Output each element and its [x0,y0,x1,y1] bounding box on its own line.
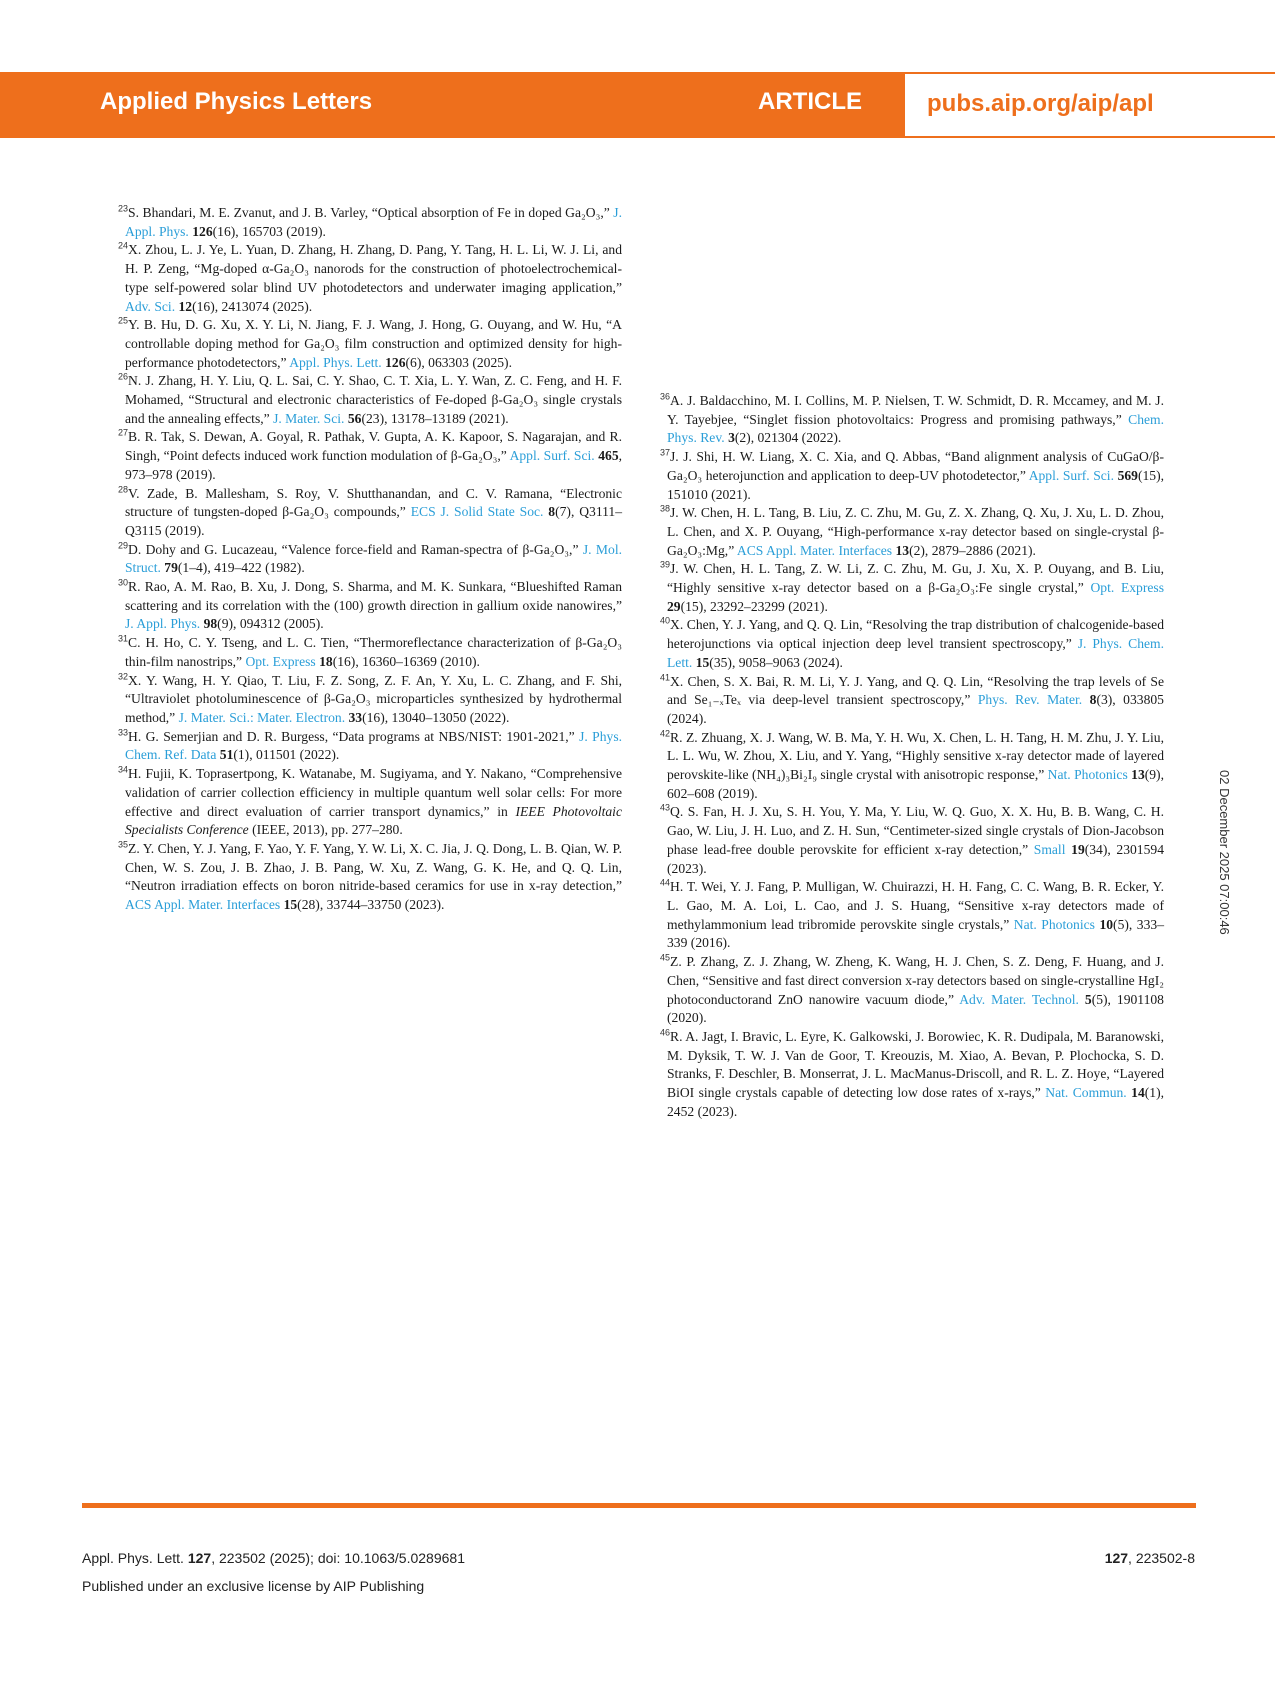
ref-text: S. Bhandari, M. E. Zvanut, and J. B. Varley, “Optical absorption of Fe in doped Ga₂O₃,” [128,205,614,220]
ref-number: 32 [118,671,129,682]
journal-link[interactable]: J. Phys. Chem. Ref. Data [125,728,623,763]
reference-34 [118,765,622,840]
journal-link[interactable]: Nat. Commun. [1045,1085,1127,1101]
reference-46 [660,1028,1164,1122]
ref-volume: 465 [598,448,619,464]
ref-volume: 12 [178,298,193,314]
download-date-stamp: 02 December 2025 07:00:46 [1217,770,1232,935]
ref-number: 37 [660,447,671,458]
ref-volume: 8 [1089,692,1097,708]
ref-citation: (16), 16360–16369 (2010). [332,653,480,669]
ref-number: 31 [118,633,129,644]
journal-link[interactable]: Adv. Sci. [125,298,176,314]
footer-license: Published under an exclusive license by AIP Publishing [82,1578,425,1594]
ref-volume: 19 [1071,841,1085,857]
journal-link[interactable]: Adv. Mater. Technol. [959,991,1079,1007]
ref-citation: , 973–978 (2019). [125,448,623,482]
ref-number: 42 [660,728,671,739]
ref-text: H. G. Semerjian and D. R. Burgess, “Data programs at NBS/NIST: 1901-2021,” [128,728,580,744]
ref-citation: (9), 602–608 (2019). [667,767,1164,801]
reference-39 [660,560,1164,616]
ref-text: J. W. Chen, H. L. Tang, Z. W. Li, Z. C. Zhu, M. Gu, J. Xu, X. P. Ouyang, and B. Liu, “Highly sensitive x-ray detector based on a β-Ga₂O₃:Fe single crystal,” [667,561,1164,596]
reference-40 [660,616,1164,672]
journal-link[interactable]: J. Appl. Phys. [125,616,201,632]
ref-citation: (5), 1901108 (2020). [667,991,1164,1026]
journal-link[interactable]: Opt. Express [245,653,316,669]
ref-number: 43 [660,802,671,813]
ref-citation: (3), 033805 (2024). [667,692,1164,726]
references-left-column [118,204,622,915]
ref-number: 39 [660,559,671,570]
footer-volume: 127 [187,1550,212,1566]
journal-link[interactable]: Chem. Phys. Rev. [667,411,1164,446]
reference-26 [118,372,622,428]
ref-number: 36 [660,391,671,402]
ref-citation: (5), 333–339 (2016). [667,916,1164,951]
reference-45 [660,953,1164,1028]
ref-citation: (28), 33744–33750 (2023). [297,897,445,913]
conference-name: IEEE Photovoltaic Specialists Conference [125,803,622,838]
ref-text: X. Y. Wang, H. Y. Qiao, T. Liu, F. Z. Song, Z. F. An, Y. Xu, L. C. Zhang, and F. Shi, “Ultraviolet photoluminescence of β-Ga₂O₃ microparticles synthesized by hydrothermal method,” [125,672,622,725]
reference-44 [660,878,1164,953]
ref-text: Z. P. Zhang, Z. J. Zhang, W. Zheng, K. Wang, H. J. Chen, S. Z. Deng, F. Huang, and J. Chen, “Sensitive and fast direct conversion x-ray detectors based on single-crystalline HgI₂ photoconductorand ZnO nanowire vacuum diode,” [667,954,1164,1007]
ref-citation: (1), 011501 (2022). [233,747,340,763]
ref-text: X. Chen, S. X. Bai, R. M. Li, Y. J. Yang, and Q. Q. Lin, “Resolving the trap levels of Se and Se₁₋ₓTeₓ via deep-level transient spectroscopy,” [667,673,1164,708]
ref-number: 34 [118,764,129,775]
ref-citation: (16), 165703 (2019). [212,223,326,239]
journal-link[interactable]: Opt. Express [1090,580,1164,596]
ref-number: 44 [660,877,671,888]
ref-volume: 56 [347,410,362,426]
ref-text: N. J. Zhang, H. Y. Liu, Q. L. Sai, C. Y. Shao, C. T. Xia, L. Y. Wan, Z. C. Feng, and H. F. Mohamed, “Structural and electronic characteristics of Fe-doped β-Ga₂O₃ single crystals and the annealing effects,” [125,373,622,426]
journal-url[interactable]: pubs.aip.org/aip/apl [927,90,1154,117]
reference-31 [118,634,622,671]
journal-link[interactable]: J. Mol. Struct. [125,541,622,576]
journal-link[interactable]: J. Mater. Sci. [273,410,345,426]
reference-28 [118,485,622,541]
ref-text: J. J. Shi, H. W. Liang, X. C. Xia, and Q. Abbas, “Band alignment analysis of CuGaO/β-Ga₂O₃ heterojunction and application to deep-UV photodetector,” [667,449,1164,483]
ref-number: 33 [118,727,129,738]
ref-text: R. A. Jagt, I. Bravic, L. Eyre, K. Galkowski, J. Borowiec, K. R. Dudipala, M. Baranowski, M. Dyksik, T. W. J. Van de Goor, T. Kreouzis, M. Xiao, A. Bevan, P. Plochocka, S. D. Stranks, F. Deschler, B. Monserrat, J. L. MacManus-Driscoll, and R. L. Z. Hoye, “Layered BiOI single crystals capable of detecting low dose rates of x-rays,” [667,1028,1164,1101]
ref-citation: (2), 2879–2886 (2021). [909,542,1036,558]
journal-link[interactable]: J. Phys. Chem. Lett. [667,636,1164,670]
ref-citation: (1–4), 419–422 (1982). [177,560,305,576]
reference-23 [118,204,622,241]
ref-citation: (16), 13040–13050 (2022). [362,709,510,725]
reference-37 [660,448,1164,504]
ref-number: 28 [118,484,129,495]
ref-text: B. R. Tak, S. Dewan, A. Goyal, R. Pathak, V. Gupta, A. K. Kapoor, S. Nagarajan, and R. Singh, “Point defects induced work function modulation of β-Ga₂O₃,” [125,429,622,464]
ref-number: 29 [118,540,129,551]
footer-page-id: , 223502-8 [1128,1550,1195,1566]
ref-text: J. W. Chen, H. L. Tang, B. Liu, Z. C. Zhu, M. Gu, Z. X. Zhang, Q. Xu, J. Xu, L. D. Zhou, L. Chen, and X. P. Ouyang, “High-performance x-ray detector based on single-crystal β-Ga₂O₃:Mg,” [667,505,1164,558]
ref-volume: 5 [1084,991,1092,1007]
reference-29 [118,541,622,578]
ref-text: R. Z. Zhuang, X. J. Wang, W. B. Ma, Y. H. Wu, X. Chen, L. H. Tang, H. M. Zhu, J. Y. Liu, L. L. Wu, W. Zhou, X. Liu, and Y. Yang, “Highly sensitive x-ray detector made of layered perovskite-like (NH₄)₃Bi₂I₉ single crystal with anisotropic response,” [667,729,1164,783]
reference-33 [118,728,622,765]
references-right-column [660,392,1164,1121]
journal-link[interactable]: Nat. Photonics [1013,916,1095,932]
ref-volume: 13 [895,542,910,558]
journal-title: Applied Physics Letters [100,88,373,115]
section-label: ARTICLE [758,88,862,115]
ref-volume: 15 [695,654,710,670]
ref-citation: (23), 13178–13189 (2021). [361,410,509,426]
ref-number: 38 [660,503,671,514]
ref-volume: 126 [192,223,213,239]
journal-url-box[interactable] [903,72,1275,138]
ref-citation: (9), 094312 (2005). [217,616,324,632]
ref-citation: (34), 2301594 (2023). [667,841,1164,876]
journal-link[interactable]: ACS Appl. Mater. Interfaces [736,542,893,558]
ref-citation: (15), 151010 (2021). [667,467,1165,502]
ref-text: V. Zade, B. Mallesham, S. Roy, V. Shutthanandan, and C. V. Ramana, “Electronic structure of tungsten-doped β-Ga₂O₃ compounds,” [125,485,622,520]
ref-volume: 126 [385,354,406,370]
ref-citation: (35), 9058–9063 (2024). [709,654,843,670]
ref-text: Y. B. Hu, D. G. Xu, X. Y. Li, N. Jiang, F. J. Wang, J. Hong, G. Ouyang, and W. Hu, “A controllable doping method for Ga₂O₃ film construction and optimized density for high-performance photodetectors,” [125,317,622,370]
ref-text: Q. S. Fan, H. J. Xu, S. H. You, Y. Ma, Y. Liu, W. Q. Guo, X. X. Hu, B. B. Wang, C. H. Gao, W. Liu, J. H. Luo, and Z. H. Sun, “Centimeter-sized single crystals of Dion-Jacobson phase lead-free double perovskite for efficient x-ray detection,” [667,804,1164,857]
ref-number: 35 [118,839,129,850]
reference-41 [660,673,1164,729]
reference-35 [118,840,622,915]
ref-citation: (1), 2452 (2023). [667,1085,1164,1119]
ref-volume: 98 [203,616,218,632]
journal-link[interactable]: Appl. Surf. Sci. [1028,467,1114,483]
ref-text: R. Rao, A. M. Rao, B. Xu, J. Dong, S. Sharma, and M. K. Sunkara, “Blueshifted Raman scattering and its correlation with the (100) growth direction in gallium oxide nanowires,” [125,579,622,613]
ref-citation: (2), 021304 (2022). [734,430,842,446]
ref-citation: (16), 2413074 (2025). [192,298,313,314]
ref-volume: 79 [164,560,178,576]
journal-link[interactable]: Nat. Photonics [1047,767,1128,783]
ref-citation: (6), 063303 (2025). [405,354,512,370]
ref-volume: 569 [1117,467,1138,483]
reference-38 [660,504,1164,560]
ref-volume: 14 [1131,1085,1145,1101]
ref-number: 46 [660,1027,671,1038]
reference-27 [118,428,622,484]
reference-43 [660,803,1164,878]
ref-number: 45 [660,952,671,963]
ref-text: C. H. Ho, C. Y. Tseng, and L. C. Tien, “Thermoreflectance characterization of β-Ga₂O₃ thin-film nanostrips,” [125,635,622,669]
ref-text: H. Fujii, K. Toprasertpong, K. Watanabe, M. Sugiyama, and Y. Nakano, “Comprehensive validation of carrier collection efficiency in multiple quantum well solar cells: For more effective and direct evaluation of carrier transport dynamics,” in [125,766,622,819]
ref-volume: 15 [283,897,298,913]
ref-number: 40 [660,615,671,626]
reference-36 [660,392,1164,448]
ref-volume: 13 [1131,767,1145,783]
footer-page-volume: 127 [1104,1550,1129,1566]
ref-text: X. Zhou, L. J. Ye, L. Yuan, D. Zhang, H. Zhang, D. Pang, Y. Tang, H. L. Li, W. J. Li, and H. P. Zeng, “Mg-doped α-Ga₂O₃ nanorods for the construction of photoelectrochemical-type self-powered solar blind UV photodetectors and underwater imaging application,” [125,242,622,295]
journal-link[interactable]: J. Mater. Sci.: Mater. Electron. [178,709,346,725]
reference-32 [118,672,622,728]
reference-24 [118,241,622,316]
footer-page-number [1105,1550,1195,1566]
ref-volume: 51 [219,747,234,763]
ref-number: 24 [118,240,129,251]
ref-volume: 8 [548,504,556,520]
journal-link[interactable]: Phys. Rev. Mater. [977,692,1083,708]
footer-rule [82,1503,1196,1508]
ref-number: 27 [118,427,129,438]
footer-doi: , 223502 (2025); doi: 10.1063/5.0289681 [211,1550,465,1566]
ref-text: D. Dohy and G. Lucazeau, “Valence force-field and Raman-spectra of β-Ga₂O₃,” [128,541,583,557]
ref-volume: 10 [1099,916,1114,932]
ref-text: Z. Y. Chen, Y. J. Yang, F. Yao, Y. F. Yang, Y. W. Li, X. C. Jia, J. Q. Dong, L. B. Qian, W. P. Chen, W. S. Zou, J. B. Zhao, J. B. Pang, W. Xu, Z. Wang, G. K. He, and Q. Q. Lin, “Neutron irradiation effects on boron nitride-based ceramics for use in x-ray detection,” [125,840,622,894]
ref-number: 26 [118,371,129,382]
ref-text: H. T. Wei, Y. J. Fang, P. Mulligan, W. Chuirazzi, H. H. Fang, C. C. Wang, B. R. Ecker, Y. L. Gao, M. A. Loi, L. Cao, and J. S. Huang, “Sensitive x-ray detectors made of methylammonium lead tribromide perovskite single crystals,” [667,879,1164,932]
journal-link[interactable]: J. Appl. Phys. [125,205,622,239]
ref-text: X. Chen, Y. J. Yang, and Q. Q. Lin, “Resolving the trap distribution of chalcogenide-based heterojunctions via optical injection deep level transient spectroscopy,” [667,617,1164,652]
reference-42 [660,729,1164,804]
ref-number: 25 [118,315,129,326]
ref-number: 41 [660,672,671,683]
journal-link[interactable]: ACS Appl. Mater. Interfaces [125,897,281,913]
ref-volume: 3 [728,430,735,446]
ref-volume: 33 [348,709,363,725]
reference-30 [118,578,622,634]
ref-number: 30 [118,577,129,588]
journal-link[interactable]: Small [1033,841,1066,857]
ref-citation: (7), Q3111–Q3115 (2019). [125,504,622,538]
journal-link[interactable]: Appl. Phys. Lett. [289,354,382,370]
footer-citation [82,1550,465,1566]
ref-number: 23 [118,203,129,214]
ref-citation: (15), 23292–23299 (2021). [680,598,828,614]
ref-citation: (IEEE, 2013), pp. 277–280. [248,822,403,838]
journal-link[interactable]: ECS J. Solid State Soc. [410,504,544,520]
footer-journal-abbrev: Appl. Phys. Lett. [82,1550,184,1566]
ref-text: A. J. Baldacchino, M. I. Collins, M. P. Nielsen, T. W. Schmidt, D. R. Mccamey, and M. J. Y. Tayebjee, “Singlet fission photovoltaics: Progress and promising pathways,” [667,393,1164,427]
journal-link[interactable]: Appl. Surf. Sci. [509,448,595,464]
ref-volume: 18 [319,653,333,669]
ref-volume: 29 [667,598,681,614]
reference-25 [118,316,622,372]
